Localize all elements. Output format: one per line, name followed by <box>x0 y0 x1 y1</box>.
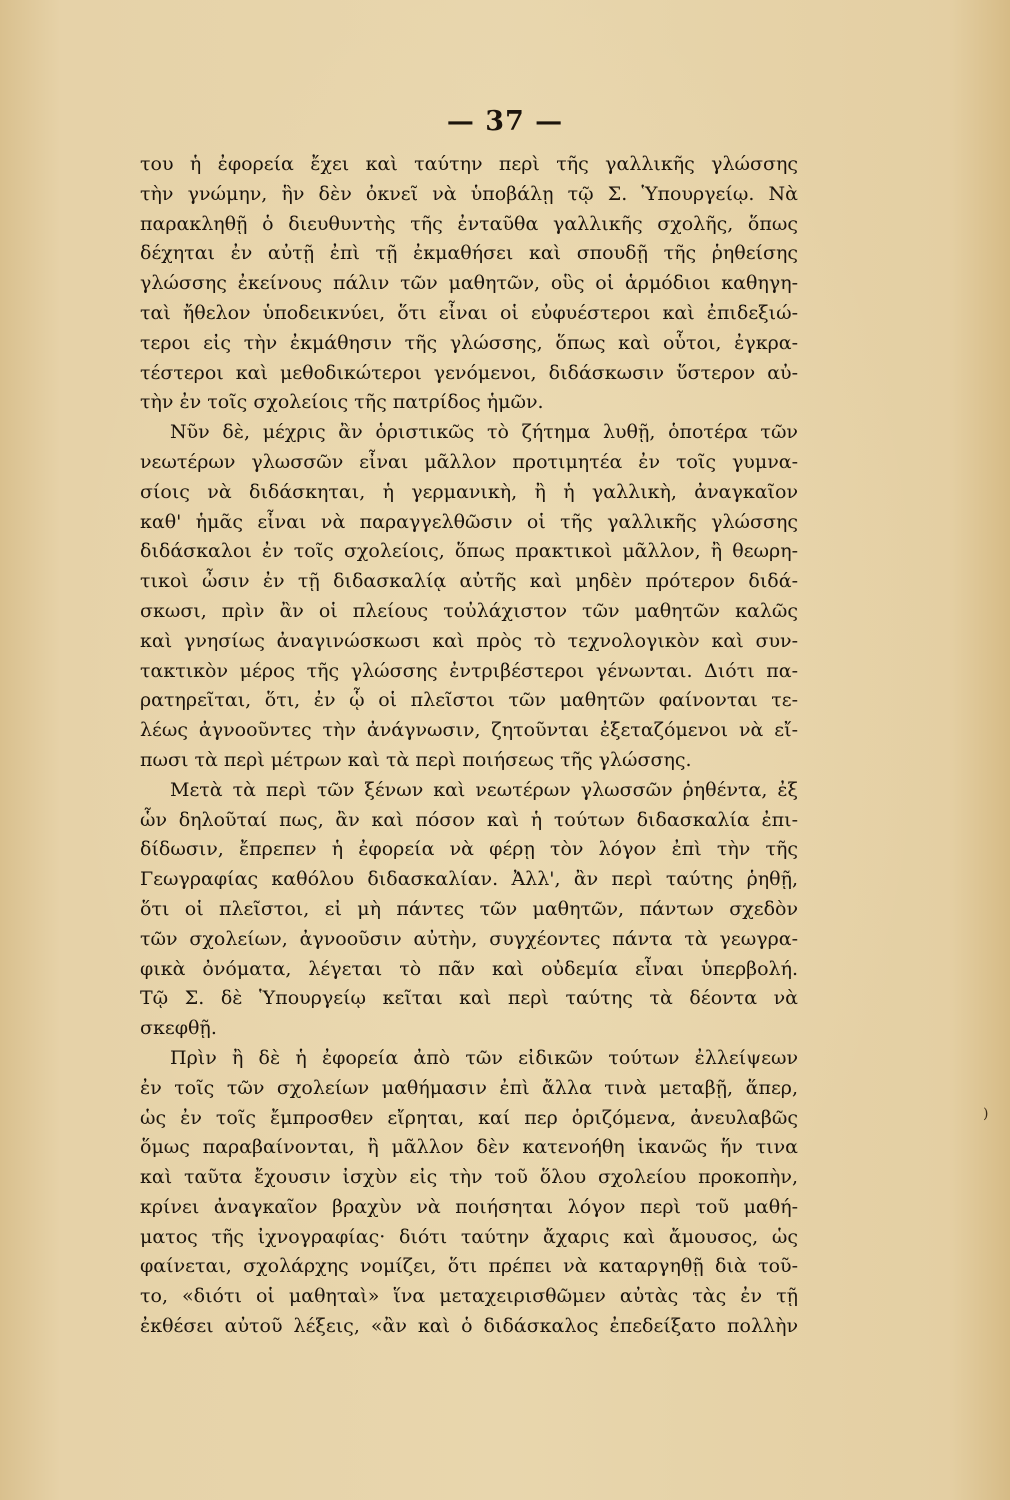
text-line: Τῷ Σ. δὲ Ὑπουργείῳ κεῖται καὶ περὶ ταύτης τὰ δέοντα νὰ <box>140 987 798 1010</box>
text-line: τέστεροι καὶ μεθοδικώτεροι γενόμενοι, διδάσκωσιν ὕστερον αὐ- <box>140 361 798 384</box>
text-line: καθ' ἡμᾶς εἶναι νὰ παραγγελθῶσιν οἱ τῆς γαλλικῆς γλώσσης <box>140 510 798 533</box>
text-line: ἐν τοῖς τῶν σχολείων μαθήμασιν ἐπὶ ἄλλα τινὰ μεταβῇ, ἅπερ, <box>140 1076 798 1099</box>
text-line: σίοις νὰ διδάσκηται, ἡ γερμανικὴ, ἢ ἡ γαλλικὴ, ἀναγκαῖον <box>140 480 798 503</box>
text-line: του ἡ ἐφορεία ἔχει καὶ ταύτην περὶ τῆς γαλλικῆς γλώσσης <box>140 153 798 175</box>
text-line: λέως ἀγνοοῦντες τὴν ἀνάγνωσιν, ζητοῦνται ἐξεταζόμενοι νὰ εἴ- <box>140 719 798 742</box>
text-line: φαίνεται, σχολάρχης νομίζει, ὅτι πρέπει νὰ καταργηθῇ διὰ τοῦ- <box>140 1255 798 1278</box>
text-line: ταὶ ἤθελον ὑποδεικνύει, ὅτι εἶναι οἱ εὐφυέστεροι καὶ ἐπιδεξιώ- <box>140 301 798 324</box>
text-line: κρίνει ἀναγκαῖον βραχὺν νὰ ποιήσηται λόγον περὶ τοῦ μαθή- <box>140 1195 798 1218</box>
text-line: νεωτέρων γλωσσῶν εἶναι μᾶλλον προτιμητέα ἐν τοῖς γυμνα- <box>140 450 798 473</box>
text-line: ὡς ἐν τοῖς ἔμπροσθεν εἴρηται, καί περ ὁριζόμενα, ἀνευλαβῶς <box>140 1106 798 1129</box>
text-line: το, «διότι οἱ μαθηταὶ» ἵνα μεταχειρισθῶμεν αὐτὰς τὰς ἐν τῇ <box>140 1285 798 1308</box>
text-line: σκωσι, πρὶν ἂν οἱ πλείους τοὐλάχιστον τῶν μαθητῶν καλῶς <box>140 599 798 622</box>
text-line: τὴν γνώμην, ἣν δὲν ὀκνεῖ νὰ ὑποβάλῃ τῷ Σ. Ὑπουργείῳ. Νὰ <box>140 182 798 205</box>
text-line: διδάσκαλοι ἐν τοῖς σχολείοις, ὅπως πρακτικοὶ μᾶλλον, ἢ θεωρη- <box>140 540 798 563</box>
page-number: — 37 — <box>446 106 564 137</box>
paragraph-start-line: Πρὶν ἢ δὲ ἡ ἐφορεία ἀπὸ τῶν εἰδικῶν τούτων ἐλλείψεων <box>170 1046 798 1069</box>
text-line: καὶ γνησίως ἀναγινώσκωσι καὶ πρὸς τὸ τεχνολογικὸν καὶ συν- <box>140 629 798 652</box>
text-line: δέχηται ἐν αὐτῇ ἐπὶ τῇ ἐκμαθήσει καὶ σπουδῇ τῆς ῥηθείσης <box>140 242 798 265</box>
text-line: τικοὶ ὦσιν ἐν τῇ διδασκαλίᾳ αὐτῆς καὶ μηδὲν πρότερον διδά- <box>140 570 798 593</box>
text-line: ματος τῆς ἰχνογραφίας· διότι ταύτην ἄχαρις καὶ ἄμουσος, ὡς <box>140 1225 798 1248</box>
text-line: πωσι τὰ περὶ μέτρων καὶ τὰ περὶ ποιήσεως τῆς γλώσσης. <box>140 748 692 771</box>
text-line: σκεφθῇ. <box>140 1017 217 1040</box>
text-line: παρακληθῇ ὁ διευθυντὴς τῆς ἐνταῦθα γαλλικῆς σχολῆς, ὅπως <box>140 212 798 235</box>
text-line: τακτικὸν μέρος τῆς γλώσσης ἐντριβέστεροι γένωνται. Διότι πα- <box>140 659 798 682</box>
text-line: τῶν σχολείων, ἀγνοοῦσιν αὐτὴν, συγχέοντες πάντα τὰ γεωγρα- <box>140 927 798 950</box>
text-line: ὧν δηλοῦταί πως, ἂν καὶ πόσον καὶ ἡ τούτων διδασκαλία ἐπι- <box>140 808 798 831</box>
text-line: τὴν ἐν τοῖς σχολείοις τῆς πατρίδος ἡμῶν. <box>140 391 544 414</box>
text-line: τεροι εἰς τὴν ἐκμάθησιν τῆς γλώσσης, ὅπως καὶ οὗτοι, ἐγκρα- <box>140 331 798 354</box>
body-text <box>140 150 798 1342</box>
text-line: ὅτι οἱ πλεῖστοι, εἰ μὴ πάντες τῶν μαθητῶν, πάντων σχεδὸν <box>140 897 798 920</box>
text-line: δίδωσιν, ἔπρεπεν ἡ ἐφορεία νὰ φέρῃ τὸν λόγον ἐπὶ τὴν τῆς <box>140 838 798 861</box>
text-line: ρατηρεῖται, ὅτι, ἐν ᾧ οἱ πλεῖστοι τῶν μαθητῶν φαίνονται τε- <box>140 689 798 712</box>
paragraph-start-line: Μετὰ τὰ περὶ τῶν ξένων καὶ νεωτέρων γλωσσῶν ῥηθέντα, ἐξ <box>170 778 798 801</box>
text-line: καὶ ταῦτα ἔχουσιν ἰσχὺν εἰς τὴν τοῦ ὅλου σχολείου προκοπὴν, <box>140 1166 798 1189</box>
text-line: Γεωγραφίας καθόλου διδασκαλίαν. Ἀλλ', ἂν περὶ ταύτης ῥηθῇ, <box>140 868 798 891</box>
margin-mark: ) <box>983 1106 989 1122</box>
paragraph-start-line: Νῦν δὲ, μέχρις ἂν ὁριστικῶς τὸ ζήτημα λυθῇ, ὁποτέρα τῶν <box>170 421 798 444</box>
text-line: φικὰ ὀνόματα, λέγεται τὸ πᾶν καὶ οὐδεμία εἶναι ὑπερβολή. <box>140 957 798 980</box>
text-line: γλώσσης ἐκείνους πάλιν τῶν μαθητῶν, οὓς οἱ ἁρμόδιοι καθηγη- <box>140 272 798 295</box>
text-line: ὅμως παραβαίνονται, ἢ μᾶλλον δὲν κατενοήθη ἱκανῶς ἥν τινα <box>140 1136 798 1159</box>
text-line: ἐκθέσει αὐτοῦ λέξεις, «ἂν καὶ ὁ διδάσκαλος ἐπεδείξατο πολλὴν <box>140 1315 798 1338</box>
